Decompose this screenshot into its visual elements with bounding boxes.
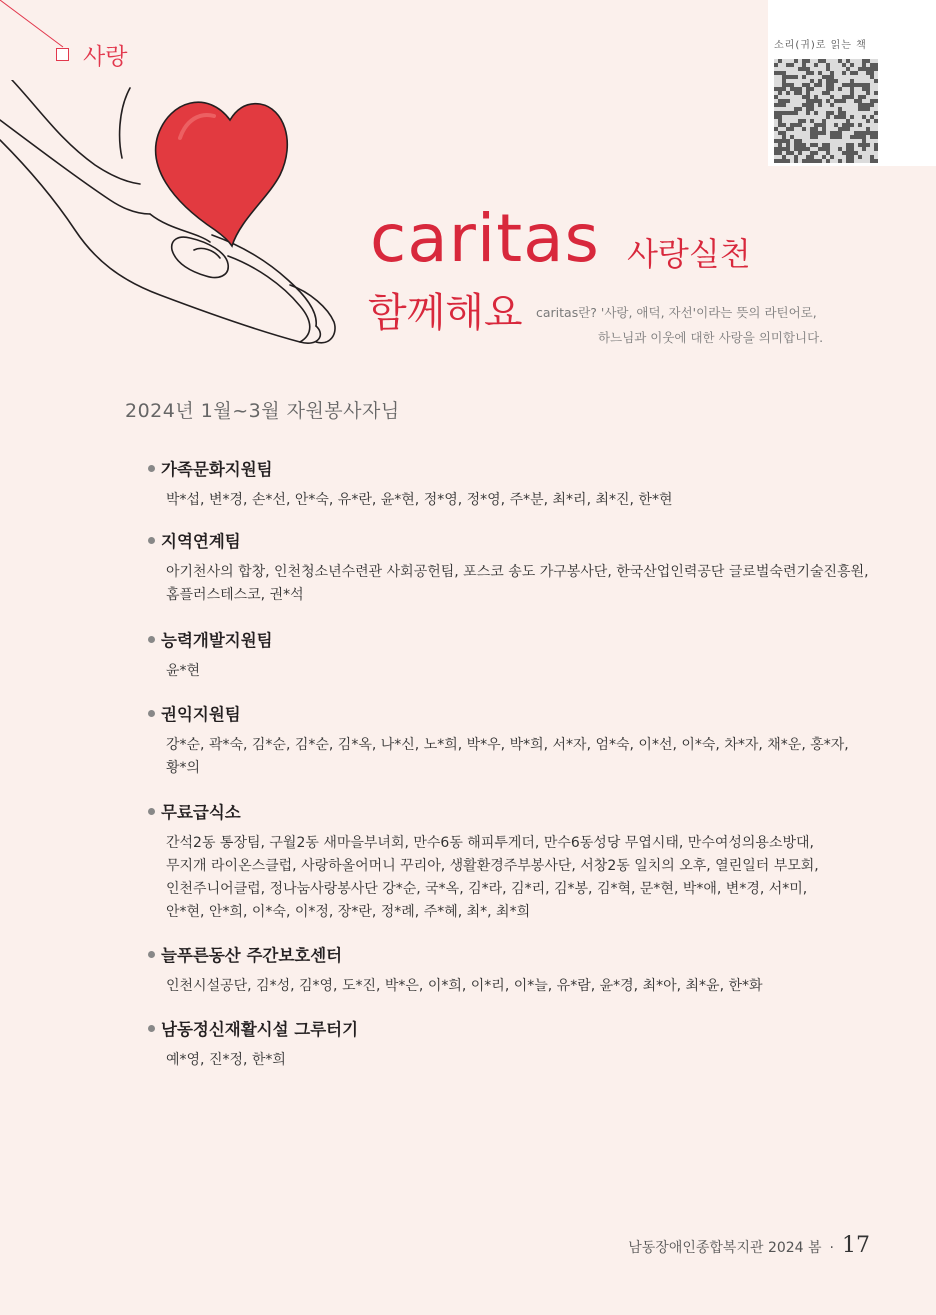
- audio-book-panel: [768, 0, 936, 166]
- member-line: 아기천사의 합창, 인천청소년수련관 사회공헌팀, 포스코 송도 가구봉사단, 한국산업인력공단 글로벌숙련기술진흥원,: [166, 564, 869, 580]
- page-number: 17: [842, 1233, 870, 1258]
- group-members: [166, 489, 826, 512]
- section-checkbox-icon: [56, 48, 69, 61]
- member-line: 황*의: [166, 760, 201, 776]
- title-love-practice: 사랑실천: [627, 235, 751, 273]
- volunteer-group: [148, 799, 826, 924]
- member-line: 박*섭, 변*경, 손*선, 안*숙, 유*란, 윤*현, 정*영, 정*영, 주*분, 최*리, 최*진, 한*현: [166, 492, 673, 508]
- member-line: 무지개 라이온스클럽, 사랑하올어머니 꾸리아, 생활환경주부봉사단, 서창2동 일치의 오후, 열린일터 부모회,: [166, 858, 819, 874]
- member-line: 예*영, 진*정, 한*희: [166, 1052, 286, 1068]
- group-members: [166, 1049, 826, 1072]
- member-line: 간석2동 통장팀, 구월2동 새마을부녀회, 만수6동 해피투게더, 만수6동성당 무엽시태, 만수여성의용소방대,: [166, 835, 814, 851]
- volunteer-group: [148, 1016, 826, 1072]
- group-members: [166, 561, 869, 607]
- group-members: [166, 975, 826, 998]
- bullet-icon: [148, 951, 155, 958]
- publication-name: 남동장애인종합복지관 2024 봄: [628, 1240, 822, 1256]
- volunteer-period-heading: 2024년 1월~3월 자원봉사자님: [125, 400, 400, 422]
- title-caritas: caritas: [370, 200, 600, 277]
- page-footer: [628, 1233, 870, 1258]
- member-line: 홈플러스테스코, 권*석: [166, 587, 304, 603]
- description-line-2: 하느님과 이웃에 대한 사랑을 의미합니다.: [598, 330, 824, 345]
- title-together: 함께해요: [368, 290, 523, 336]
- group-members: [166, 734, 849, 780]
- group-name: 지역연계팀: [161, 532, 241, 551]
- member-line: 윤*현: [166, 663, 201, 679]
- volunteer-group: [148, 942, 826, 998]
- member-line: 강*순, 곽*숙, 김*순, 김*순, 김*옥, 나*신, 노*희, 박*우, 박*희, 서*자, 엄*숙, 이*선, 이*숙, 차*자, 채*운, 홍*자,: [166, 737, 849, 753]
- group-members: [166, 660, 826, 683]
- member-line: 인천주니어클럽, 정나눔사랑봉사단 강*순, 국*옥, 김*라, 김*리, 김*봉, 김*혁, 문*현, 박*애, 변*경, 서*미,: [166, 881, 808, 897]
- section-label: 사랑: [83, 44, 128, 70]
- bullet-icon: [148, 537, 155, 544]
- group-members: [166, 832, 826, 924]
- bullet-icon: [148, 1025, 155, 1032]
- bullet-icon: [148, 465, 155, 472]
- volunteer-group: [148, 456, 826, 512]
- group-name: 남동정신재활시설 그루터기: [161, 1020, 359, 1039]
- volunteer-group: [148, 528, 869, 607]
- group-name: 늘푸른동산 주간보호센터: [161, 946, 343, 965]
- audio-code-image[interactable]: [774, 59, 878, 163]
- bullet-icon: [148, 710, 155, 717]
- bullet-icon: [148, 636, 155, 643]
- audio-book-caption: 소리(귀)로 읽는 책: [774, 40, 867, 51]
- section-marker: [56, 38, 127, 71]
- volunteer-group: [148, 627, 826, 683]
- bullet-icon: [148, 808, 155, 815]
- group-name: 무료급식소: [161, 803, 241, 822]
- member-line: 안*현, 안*희, 이*숙, 이*정, 장*란, 정*례, 주*혜, 최*, 최*희: [166, 904, 531, 920]
- group-name: 권익지원팀: [161, 705, 241, 724]
- description-line-1: caritas란? '사랑, 애덕, 자선'이라는 뜻의 라틴어로,: [536, 305, 817, 320]
- group-name: 능력개발지원팀: [161, 631, 273, 650]
- footer-separator: ·: [829, 1240, 834, 1256]
- volunteer-group: [148, 701, 849, 780]
- hand-holding-heart-illustration: [0, 80, 360, 370]
- member-line: 인천시설공단, 김*성, 김*영, 도*진, 박*은, 이*희, 이*리, 이*늘, 유*람, 윤*경, 최*아, 최*윤, 한*화: [166, 978, 763, 994]
- group-name: 가족문화지원팀: [161, 460, 273, 479]
